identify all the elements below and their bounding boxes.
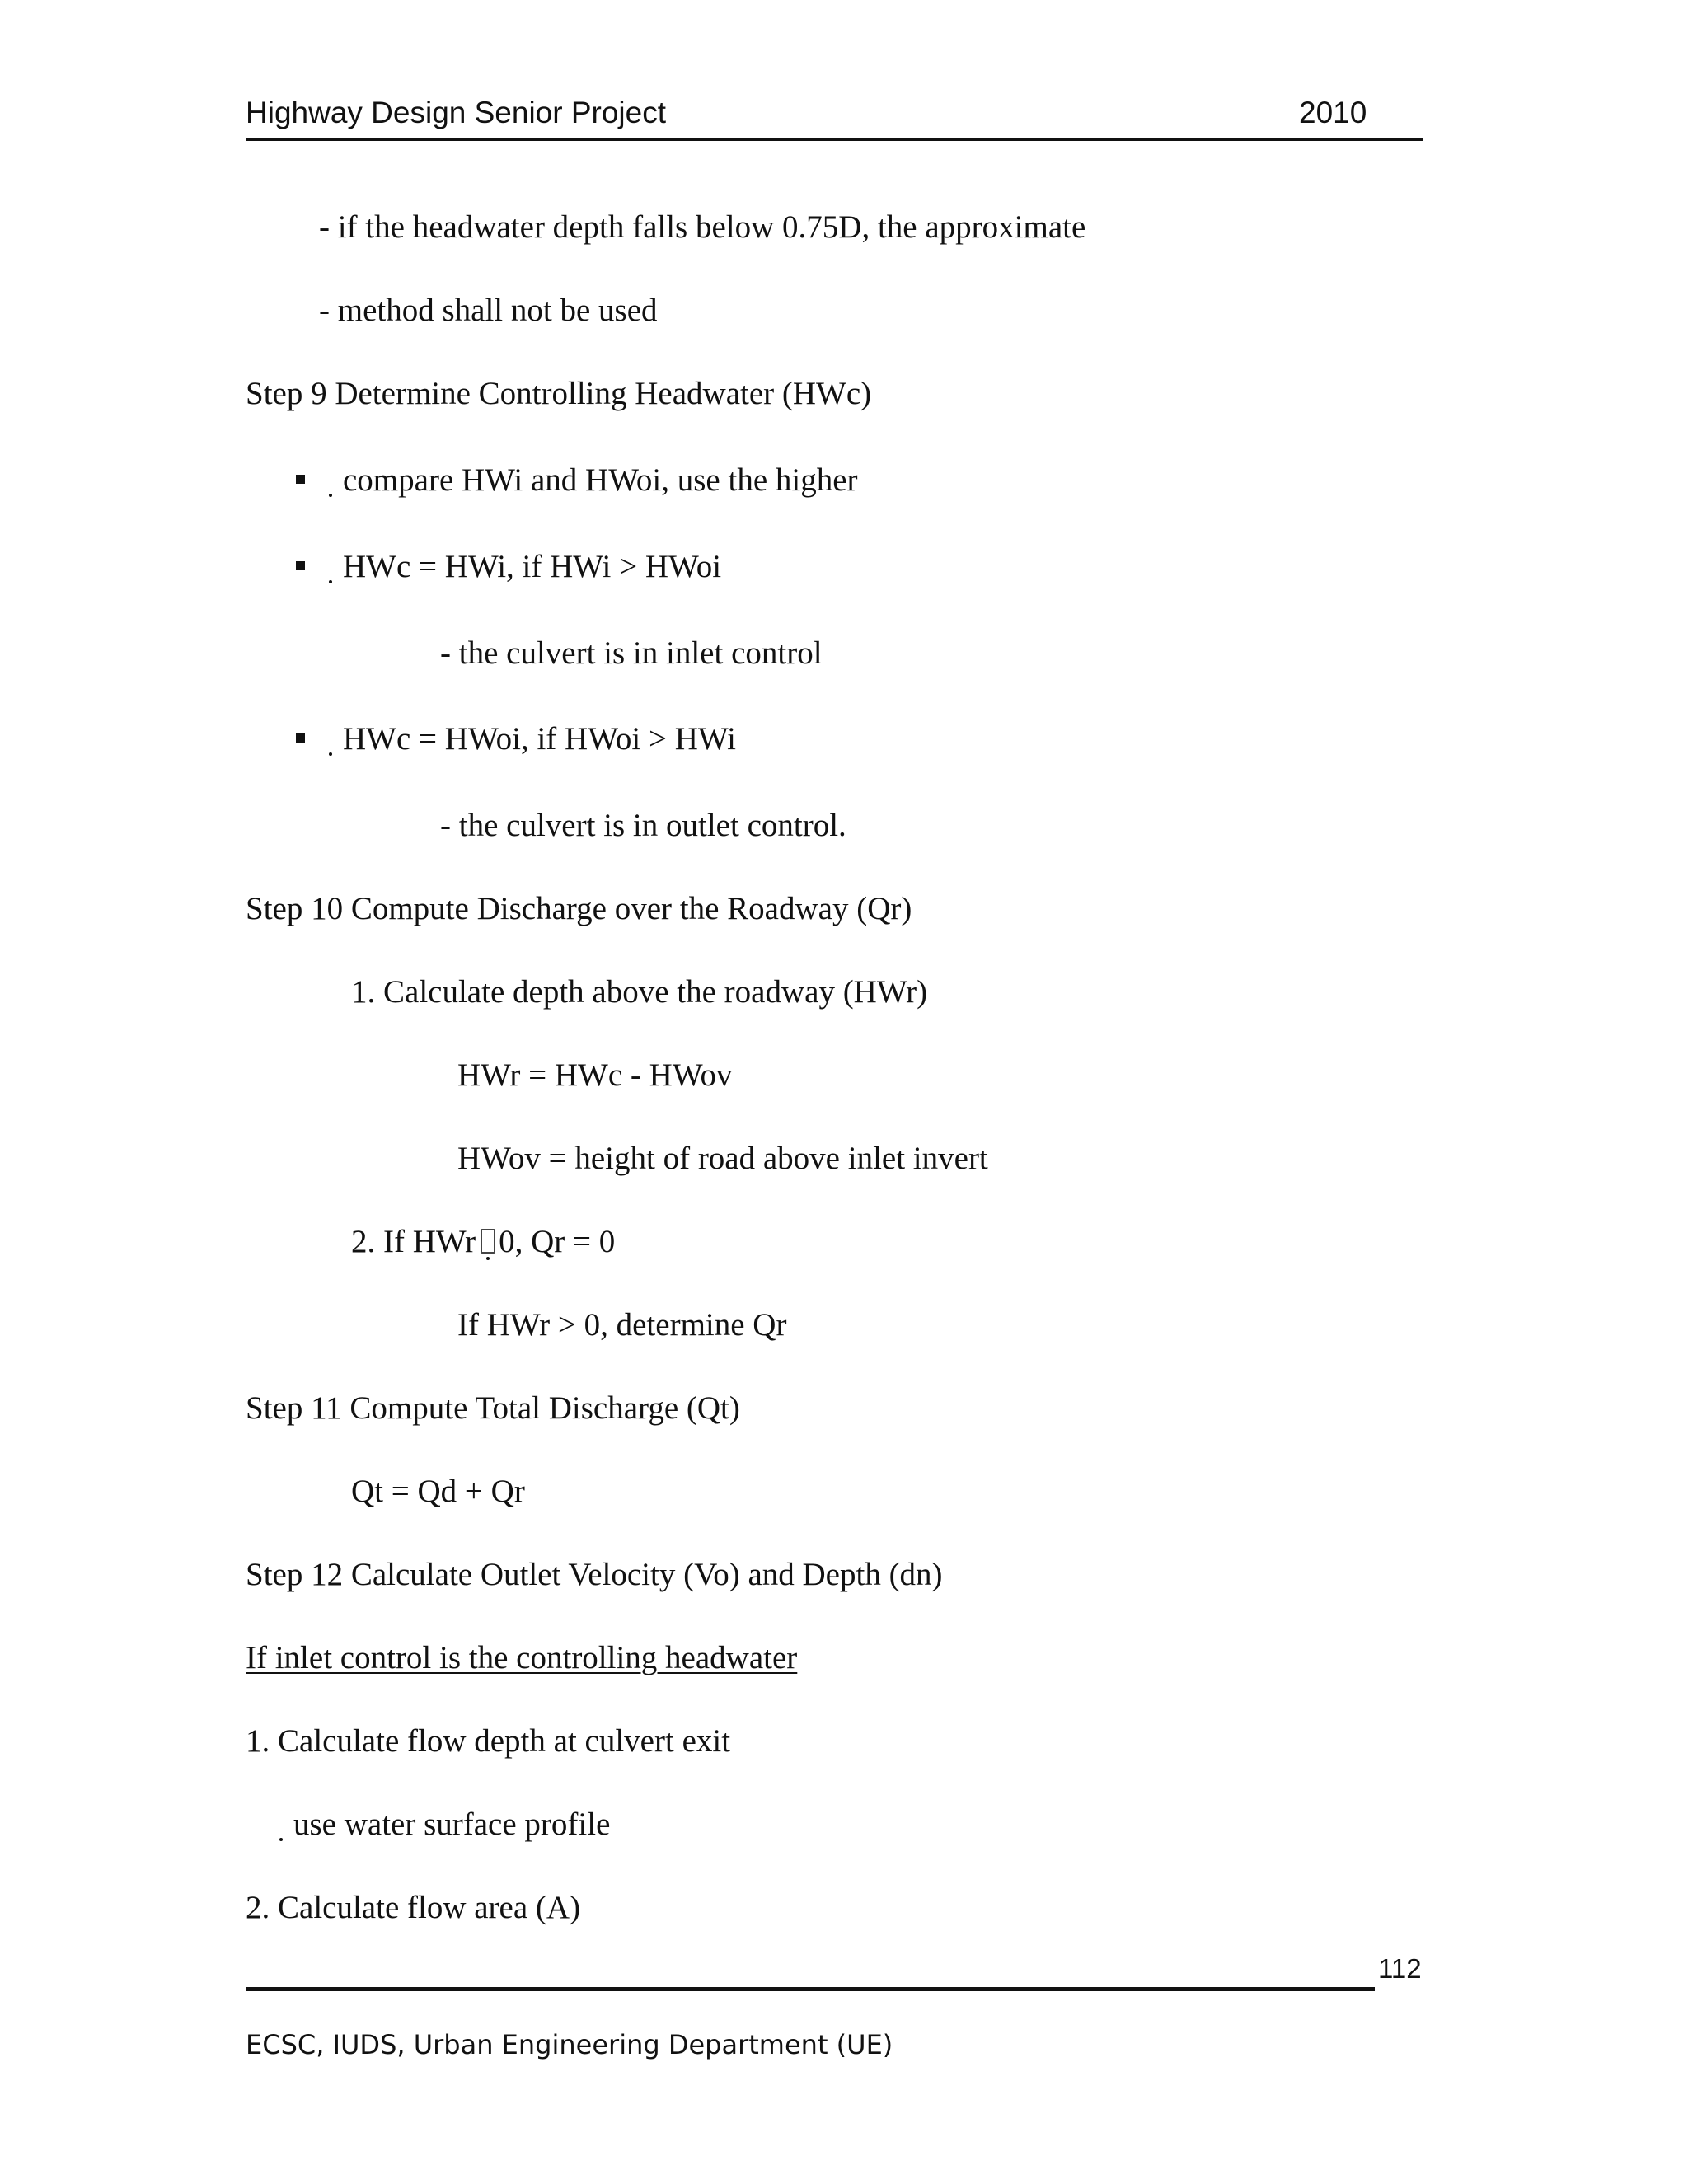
dot-icon — [329, 494, 332, 497]
step10-heading: Step 10 Compute Discharge over the Roadway (Qr) — [246, 891, 912, 926]
square-bullet-icon — [296, 733, 305, 743]
footer-text: ECSC, IUDS, Urban Engineering Department (UE) — [246, 2029, 893, 2060]
step11-equation: Qt = Qd + Qr — [351, 1474, 525, 1509]
step12-item-flow-depth: 1. Calculate flow depth at culvert exit — [246, 1723, 731, 1759]
header-year: 2010 — [1299, 96, 1367, 129]
condition-start: 2. If HWr — [351, 1224, 476, 1259]
page-number: 112 — [1378, 1953, 1422, 1984]
step12-sub-water-surface-profile: use water surface profile — [293, 1807, 611, 1842]
step9-bullet-compare: compare HWi and HWoi, use the higher — [343, 462, 858, 498]
step12-heading: Step 12 Calculate Outlet Velocity (Vo) and Depth (dn) — [246, 1557, 943, 1592]
step9-bullet-outlet-condition: HWc = HWoi, if HWoi > HWi — [343, 721, 736, 757]
step10-equation-determine-qr: If HWr > 0, determine Qr — [457, 1307, 787, 1343]
step10-equation-hwov: HWov = height of road above inlet invert — [457, 1141, 988, 1176]
step10-item-condition — [351, 1226, 615, 1258]
step9-heading: Step 9 Determine Controlling Headwater (HWc) — [246, 376, 872, 411]
dot-icon — [279, 1838, 283, 1841]
step10-equation-hwr: HWr = HWc - HWov — [457, 1057, 733, 1093]
step12-item-flow-area: 2. Calculate flow area (A) — [246, 1890, 581, 1925]
inlet-control-subheading: If inlet control is the controlling headwater — [246, 1640, 798, 1675]
body-line-method-not-used: - method shall not be used — [319, 293, 658, 328]
header-title: Highway Design Senior Project — [246, 96, 667, 129]
dot-icon — [329, 580, 332, 583]
step9-note-inlet-control: - the culvert is in inlet control — [440, 635, 823, 671]
missing-glyph-icon — [481, 1229, 495, 1254]
square-bullet-icon — [296, 561, 305, 570]
square-bullet-icon — [296, 475, 305, 484]
step9-note-outlet-control: - the culvert is in outlet control. — [440, 808, 846, 843]
page-header — [246, 96, 1423, 141]
footer-divider — [246, 1987, 1375, 1991]
body-line-headwater-depth: - if the headwater depth falls below 0.75D, the approximate — [319, 209, 1086, 245]
dot-icon — [329, 752, 332, 756]
condition-end: 0, Qr = 0 — [499, 1224, 616, 1259]
step11-heading: Step 11 Compute Total Discharge (Qt) — [246, 1390, 740, 1426]
step9-bullet-inlet-condition: HWc = HWi, if HWi > HWoi — [343, 549, 722, 584]
step10-item-calculate-depth: 1. Calculate depth above the roadway (HWr) — [351, 974, 928, 1010]
